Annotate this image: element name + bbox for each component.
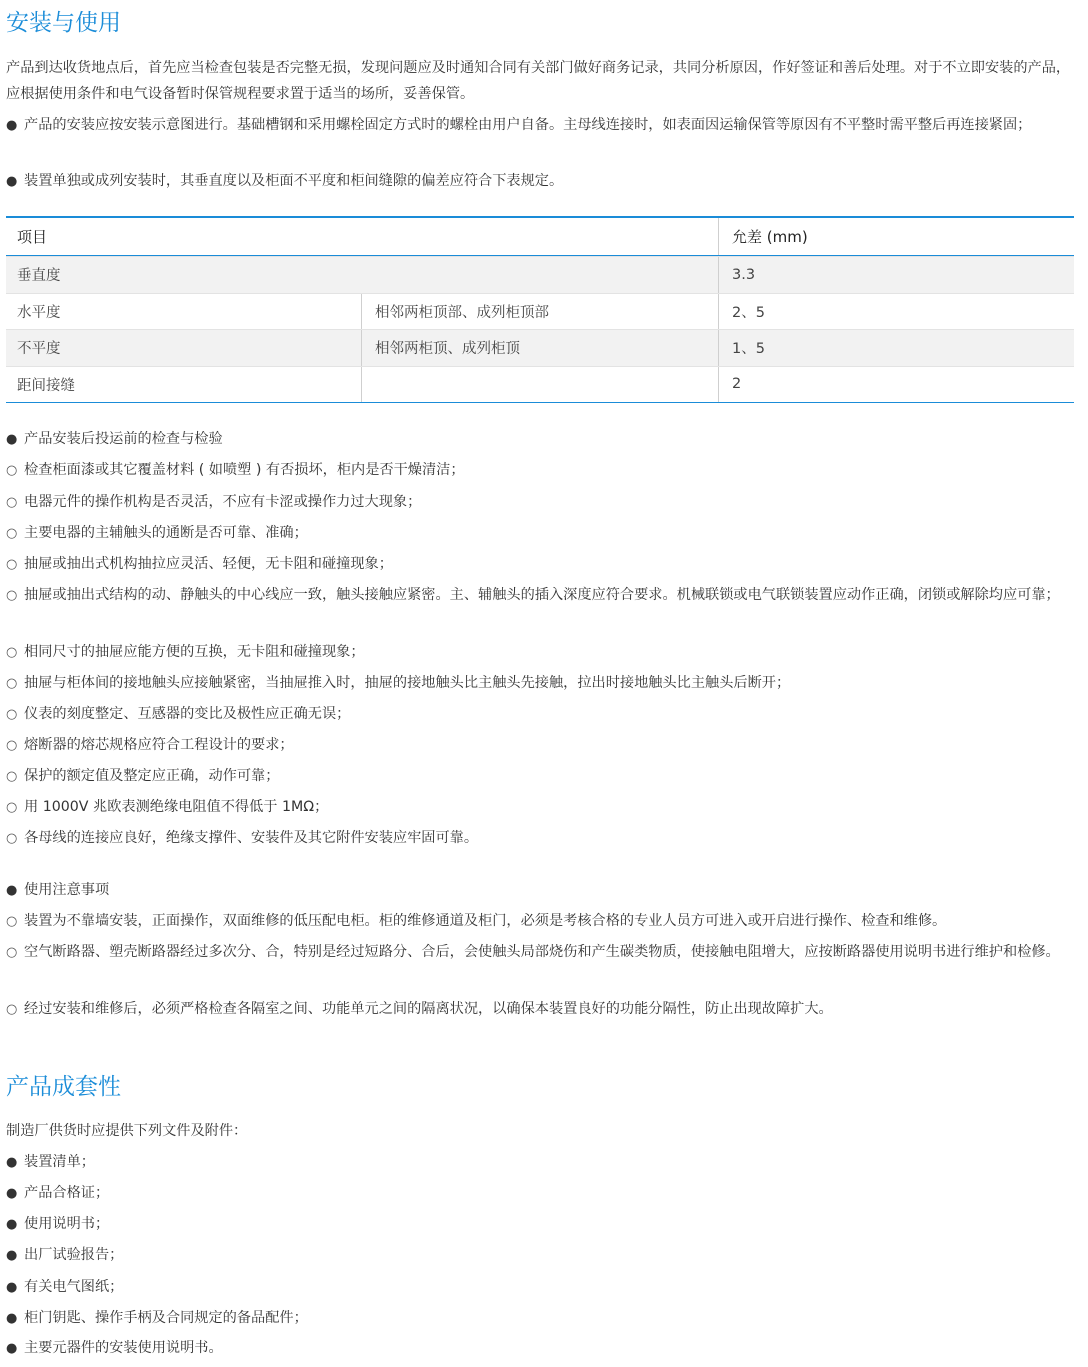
filled-bullet-icon: ● bbox=[6, 174, 18, 189]
list-item-text: 抽屉或抽出式结构的动、静触头的中心线应一致，触头接触应紧密。主、辅触头的插入深度应符合要求。机械联锁或电气联锁装置应动作正确，闭锁或解除均应可靠； bbox=[24, 587, 1060, 603]
hollow-bullet-icon: ○ bbox=[6, 738, 18, 753]
cell-item: 距间接缝 bbox=[17, 377, 75, 394]
hollow-bullet-icon: ○ bbox=[6, 800, 18, 815]
tolerance-table bbox=[6, 216, 1074, 403]
list-item-text: 电器元件的操作机构是否灵活，不应有卡涩或操作力过大现象； bbox=[24, 494, 422, 510]
list-item bbox=[6, 1305, 1078, 1332]
hollow-bullet-icon: ○ bbox=[6, 707, 18, 722]
list-item-text: 有关电气图纸； bbox=[24, 1279, 124, 1295]
list-item bbox=[6, 551, 1078, 578]
hollow-bullet-icon: ○ bbox=[6, 463, 18, 478]
header-tolerance: 允差 (mm) bbox=[718, 218, 1074, 255]
hollow-bullet-icon: ○ bbox=[6, 945, 18, 960]
filled-bullet-icon: ● bbox=[6, 1186, 18, 1201]
list-item bbox=[6, 939, 1078, 966]
filled-bullet-icon: ● bbox=[6, 118, 18, 133]
list-item bbox=[6, 794, 1078, 821]
cell-item: 不平度 bbox=[17, 341, 61, 358]
list-item-text: 保护的额定值及整定应正确，动作可靠； bbox=[24, 768, 280, 784]
list-item-text: 空气断路器、塑壳断路器经过多次分、合，特别是经过短路分、合后，会使触头局部烧伤和产生碳类物质，使接触电阻增大，应按断路器使用说明书进行维护和检修。 bbox=[24, 944, 1060, 960]
hollow-bullet-icon: ○ bbox=[6, 769, 18, 784]
list-item-text: 抽屉或抽出式机构抽拉应灵活、轻便，无卡阻和碰撞现象； bbox=[24, 556, 393, 572]
cell-detail: 相邻两柜顶部、成列柜顶部 bbox=[361, 294, 718, 330]
cell-detail bbox=[361, 367, 718, 403]
intro-paragraph: 产品到达收货地点后，首先应当检查包装是否完整无损，发现问题应及时通知合同有关部门做好商务记录，共同分析原因，作好签证和善后处理。对于不立即安装的产品，应根据使用条件和电气设备暂时保管规程要求置于适当的场所，妥善保管。 bbox=[6, 60, 1071, 102]
list-item bbox=[6, 457, 1078, 484]
section-title-installation: 安装与使用 bbox=[6, 10, 121, 36]
filled-bullet-icon: ● bbox=[6, 1217, 18, 1232]
filled-bullet-icon: ● bbox=[6, 1341, 18, 1356]
filled-bullet-icon: ● bbox=[6, 1155, 18, 1170]
list-item-text: 主要元器件的安装使用说明书。 bbox=[24, 1340, 223, 1356]
list-item bbox=[6, 701, 1078, 728]
filled-bullet-icon: ● bbox=[6, 432, 18, 447]
list-item bbox=[6, 908, 1078, 935]
list-item bbox=[6, 732, 1078, 759]
completeness-intro: 制造厂供货时应提供下列文件及附件： bbox=[6, 1123, 248, 1139]
filled-bullet-icon: ● bbox=[6, 883, 18, 898]
list-item-text: 经过安装和维修后，必须严格检查各隔室之间、功能单元之间的隔离状况，以确保本装置良好的功能分隔性，防止出现故障扩大。 bbox=[24, 1001, 833, 1017]
list-item bbox=[6, 996, 1078, 1023]
list-item-text: 相同尺寸的抽屉应能方便的互换，无卡阻和碰撞现象； bbox=[24, 644, 365, 660]
list-item bbox=[6, 1180, 1078, 1207]
inspection-heading bbox=[6, 426, 1078, 453]
hollow-bullet-icon: ○ bbox=[6, 557, 18, 572]
list-item-text: 柜门钥匙、操作手柄及合同规定的备品配件； bbox=[24, 1310, 308, 1326]
list-item bbox=[6, 639, 1078, 666]
list-item-text: 各母线的连接应良好，绝缘支撑件、安装件及其它附件安装应牢固可靠。 bbox=[24, 830, 479, 846]
list-item bbox=[6, 1335, 1078, 1362]
list-item bbox=[6, 670, 1078, 697]
heading-text: 使用注意事项 bbox=[24, 882, 110, 898]
list-item-text: 产品合格证； bbox=[24, 1185, 110, 1201]
table-row bbox=[6, 293, 1074, 330]
header-item: 项目 bbox=[17, 228, 48, 246]
filled-bullet-icon: ● bbox=[6, 1280, 18, 1295]
list-item-text: 装置为不靠墙安装，正面操作，双面维修的低压配电柜。柜的维修通道及柜门，必须是考核合格的专业人员方可进入或开启进行操作、检查和维修。 bbox=[24, 913, 947, 929]
list-item-text: 主要电器的主辅触头的通断是否可靠、准确； bbox=[24, 525, 308, 541]
cell-value: 1、5 bbox=[718, 330, 1074, 366]
table-row bbox=[6, 329, 1074, 366]
list-item bbox=[6, 825, 1078, 852]
list-item-text: 仪表的刻度整定、互感器的变比及极性应正确无误； bbox=[24, 706, 351, 722]
cell-detail: 相邻两柜顶、成列柜顶 bbox=[361, 330, 718, 366]
list-item-text: 装置清单； bbox=[24, 1154, 95, 1170]
list-item bbox=[6, 489, 1078, 516]
hollow-bullet-icon: ○ bbox=[6, 645, 18, 660]
bullet-text: 装置单独或成列安装时，其垂直度以及柜面不平度和柜间缝隙的偏差应符合下表规定。 bbox=[24, 173, 564, 189]
filled-bullet-icon: ● bbox=[6, 1311, 18, 1326]
list-item bbox=[6, 1274, 1078, 1301]
list-item-text: 熔断器的熔芯规格应符合工程设计的要求； bbox=[24, 737, 294, 753]
hollow-bullet-icon: ○ bbox=[6, 526, 18, 541]
heading-text: 产品安装后投运前的检查与检验 bbox=[24, 431, 223, 447]
list-item bbox=[6, 1149, 1078, 1176]
bullet-tolerance bbox=[6, 168, 1078, 195]
table-row bbox=[6, 256, 1074, 293]
hollow-bullet-icon: ○ bbox=[6, 495, 18, 510]
cell-item: 垂直度 bbox=[17, 268, 61, 285]
list-item-text: 抽屉与柜体间的接地触头应接触紧密，当抽屉推入时，抽屉的接地触头比主触头先接触，拉出时接地触头比主触头后断开； bbox=[24, 675, 791, 691]
table-header-row bbox=[6, 218, 1074, 256]
list-item bbox=[6, 1211, 1078, 1238]
cell-value: 2 bbox=[718, 367, 1074, 403]
cell-value: 2、5 bbox=[718, 294, 1074, 330]
list-item bbox=[6, 763, 1078, 790]
list-item-text: 使用说明书； bbox=[24, 1216, 110, 1232]
cell-item: 水平度 bbox=[17, 304, 61, 321]
list-item-text: 用 1000V 兆欧表测绝缘电阻值不得低于 1MΩ； bbox=[24, 799, 329, 815]
hollow-bullet-icon: ○ bbox=[6, 914, 18, 929]
table-row bbox=[6, 366, 1074, 403]
list-item bbox=[6, 582, 1078, 609]
list-item-text: 出厂试验报告； bbox=[24, 1247, 124, 1263]
list-item bbox=[6, 1242, 1078, 1269]
bullet-text: 产品的安装应按安装示意图进行。基础槽钢和采用螺栓固定方式时的螺栓由用户自备。主母线连接时，如表面因运输保管等原因有不平整时需平整后再连接紧固； bbox=[24, 117, 1032, 133]
hollow-bullet-icon: ○ bbox=[6, 1002, 18, 1017]
filled-bullet-icon: ● bbox=[6, 1248, 18, 1263]
section-title-completeness: 产品成套性 bbox=[6, 1074, 121, 1100]
hollow-bullet-icon: ○ bbox=[6, 676, 18, 691]
bullet-installation-diagram bbox=[6, 112, 1078, 139]
list-item-text: 检查柜面漆或其它覆盖材料 ( 如喷塑 ) 有否损坏，柜内是否干燥清洁； bbox=[24, 462, 465, 478]
list-item bbox=[6, 520, 1078, 547]
hollow-bullet-icon: ○ bbox=[6, 831, 18, 846]
hollow-bullet-icon: ○ bbox=[6, 588, 18, 603]
cell-value: 3.3 bbox=[718, 257, 1074, 293]
notes-heading bbox=[6, 877, 1078, 904]
